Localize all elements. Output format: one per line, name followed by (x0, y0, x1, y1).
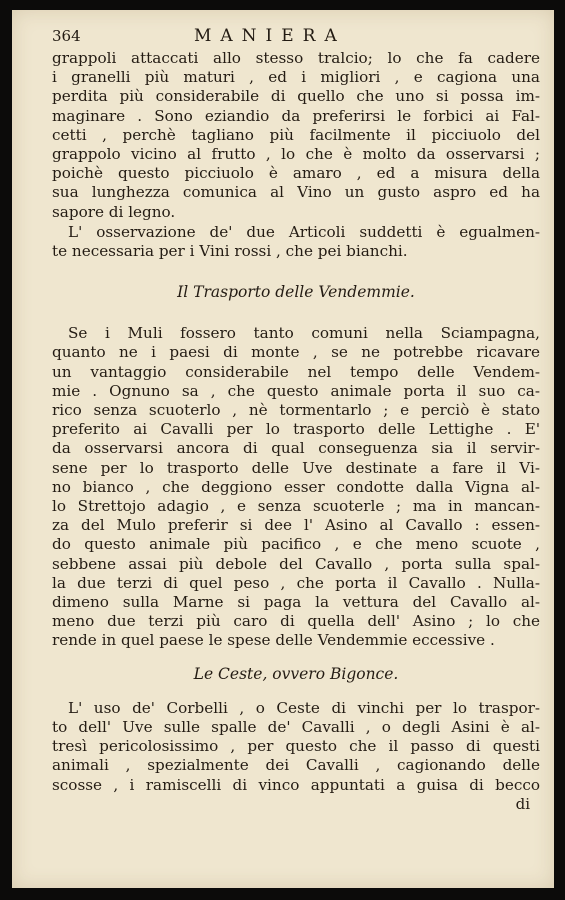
text-line: un vantaggio considerabile nel tempo delle Vendem- (52, 362, 540, 381)
paragraph-ceste (52, 699, 540, 795)
text-line: sapore di legno. (52, 202, 176, 221)
text-line: Se i Muli fossero tanto comuni nella Sciampagna, (68, 324, 540, 343)
paragraph-observation (52, 223, 540, 261)
text-line: quanto ne i paesi di monte , se ne potrebbe ricavare (52, 343, 540, 362)
book-page (12, 10, 554, 888)
text-line: mie . Ognuno sa , che questo animale porta il suo ca- (52, 381, 540, 400)
text-line: sua lunghezza comunica al Vino un gusto aspro ed ha (52, 183, 540, 202)
text-line: za del Mulo preferir si dee l' Asino al Cavallo : essen- (52, 516, 540, 535)
running-title: MANIERA (194, 26, 346, 46)
text-line: te necessaria per i Vini rossi , che pei bianchi. (52, 242, 408, 261)
text-line: rico senza scuoterlo , nè tormentarlo ; e perciò è stato (52, 401, 540, 420)
text-line: to dell' Uve sulle spalle de' Cavalli , o degli Asini è al- (52, 717, 540, 736)
text-line: L' osservazione de' due Articoli suddetti è egualmen- (68, 222, 540, 241)
section-heading-trasporto: Il Trasporto delle Vendemmie. (177, 283, 415, 302)
text-line: preferito ai Cavalli per lo trasporto delle Lettighe . E' (52, 420, 540, 439)
text-line: cetti , perchè tagliano più facilmente il picciuolo del (52, 125, 540, 144)
text-line: lo Strettojo adagio , e senza scuoterle ; ma in mancan- (52, 497, 540, 516)
text-line: L' uso de' Corbelli , o Ceste di vinchi per lo traspor- (68, 698, 540, 717)
text-line: sene per lo trasporto delle Uve destinate a fare il Vi- (52, 458, 540, 477)
text-line: tresì pericolosissimo , per questo che il passo di questi (52, 737, 540, 756)
text-line: scosse , i ramiscelli di vinco appuntati a guisa di becco (52, 775, 540, 794)
text-line: perdita più considerabile di quello che uno si possa im- (52, 87, 540, 106)
text-line: poichè questo picciuolo è amaro , ed a misura della (52, 164, 540, 183)
text-line: da osservarsi ancora di qual conseguenza sia il servir- (52, 439, 540, 458)
text-line: maginare . Sono eziandio da preferirsi le forbici ai Fal- (52, 106, 540, 125)
page-content (52, 26, 540, 814)
text-line: dimeno sulla Marne si paga la vettura del Cavallo al- (52, 593, 540, 612)
text-line: do questo animale più pacifico , e che meno scuote , (52, 535, 540, 554)
catchword: di (515, 794, 530, 813)
text-line: no bianco , che deggiono esser condotte dalla Vigna al- (52, 477, 540, 496)
page-number: 364 (52, 27, 81, 45)
paragraph-trasporto (52, 324, 540, 650)
text-line: sebbene assai più debole del Cavallo , porta sulla spal- (52, 554, 540, 573)
text-line: i granelli più maturi , ed i migliori , e cagiona una (52, 68, 540, 87)
section-heading-ceste: Le Ceste, ovvero Bigonce. (193, 664, 399, 683)
paragraph-continuation (52, 49, 540, 222)
text-line: meno due terzi più caro di quella dell' Asino ; lo che (52, 612, 540, 631)
text-line: animali , spezialmente dei Cavalli , cagionando delle (52, 756, 540, 775)
running-head (52, 26, 540, 46)
text-line: la due terzi di quel peso , che porta il Cavallo . Nulla- (52, 573, 540, 592)
text-line: rende in quel paese le spese delle Vendemmie eccessive . (52, 631, 495, 650)
text-line: grappoli attaccati allo stesso tralcio; lo che fa cadere (52, 49, 540, 67)
text-line: grappolo vicino al frutto , lo che è molto da osservarsi ; (52, 145, 540, 164)
